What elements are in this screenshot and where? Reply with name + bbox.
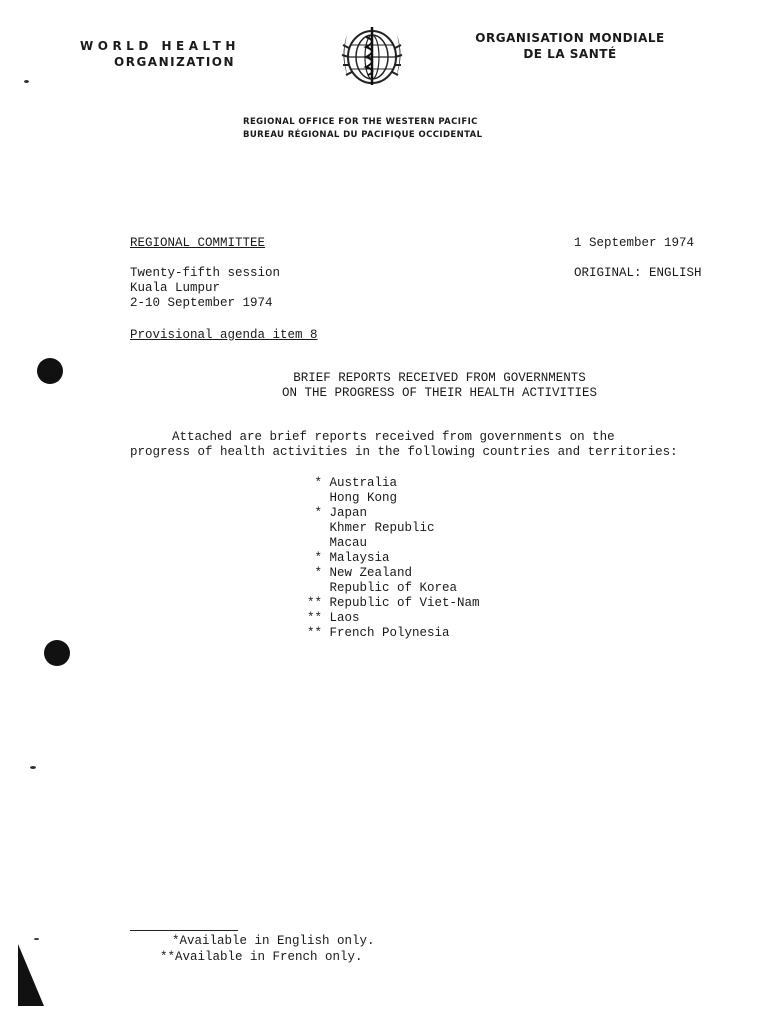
regional-office <box>243 116 482 142</box>
session-info <box>130 266 280 311</box>
country-name: Hong Kong <box>329 491 398 505</box>
list-item <box>298 521 480 536</box>
country-name: Macau <box>329 536 368 550</box>
footnote-marker: * <box>314 551 322 565</box>
footnotes <box>160 933 375 965</box>
org-en-line2: ORGANIZATION <box>114 55 236 69</box>
scan-speck <box>30 766 36 769</box>
list-item <box>298 626 480 641</box>
list-item <box>298 536 480 551</box>
punch-hole <box>37 358 63 384</box>
footnote-marker: ** <box>306 596 322 610</box>
footnote-french-only: **Available in French only. <box>160 950 363 964</box>
list-item <box>298 581 480 596</box>
original-language: ORIGINAL: ENGLISH <box>574 266 702 280</box>
corner-mark <box>18 944 44 1006</box>
org-fr-line1: ORGANISATION MONDIALE <box>475 31 665 45</box>
org-fr-line2: DE LA SANTÉ <box>523 47 617 61</box>
footnote-english-only: *Available in English only. <box>172 934 375 948</box>
country-name: Malaysia <box>329 551 390 565</box>
footnote-marker: ** <box>306 611 322 625</box>
footnote-rule <box>130 930 238 931</box>
scan-speck <box>34 938 39 940</box>
agenda-item: Provisional agenda item 8 <box>130 328 318 342</box>
list-item <box>298 506 480 521</box>
regional-office-english: REGIONAL OFFICE FOR THE WESTERN PACIFIC <box>243 117 478 127</box>
intro-paragraph <box>130 430 678 460</box>
session-location: Kuala Lumpur <box>130 281 221 295</box>
org-en-line1: WORLD HEALTH <box>80 39 240 53</box>
footnote-marker: ** <box>306 626 322 640</box>
regional-office-french: BUREAU RÉGIONAL DU PACIFIQUE OCCIDENTAL <box>243 130 483 140</box>
footnote-marker: * <box>314 566 322 580</box>
country-name: Australia <box>329 476 398 490</box>
country-name: Republic of Viet-Nam <box>329 596 480 610</box>
committee-heading: REGIONAL COMMITTEE <box>130 236 266 250</box>
title-line2: ON THE PROGRESS OF THEIR HEALTH ACTIVITIES <box>282 386 598 400</box>
footnote-marker: * <box>314 476 322 490</box>
country-name: Japan <box>329 506 368 520</box>
list-item <box>298 476 480 491</box>
country-name: Republic of Korea <box>329 581 458 595</box>
list-item <box>298 491 480 506</box>
country-name: Khmer Republic <box>329 521 435 535</box>
punch-hole <box>44 640 70 666</box>
organization-name-english <box>80 38 240 70</box>
title-line1: BRIEF REPORTS RECEIVED FROM GOVERNMENTS <box>293 371 586 385</box>
list-item <box>298 566 480 581</box>
list-item <box>298 596 480 611</box>
list-item <box>298 611 480 626</box>
document-date: 1 September 1974 <box>574 236 695 250</box>
country-name: French Polynesia <box>329 626 450 640</box>
intro-line1: Attached are brief reports received from governments on the <box>172 430 615 444</box>
intro-line2: progress of health activities in the following countries and territories: <box>130 445 678 459</box>
session-dates: 2-10 September 1974 <box>130 296 273 310</box>
footnote-marker: * <box>314 506 322 520</box>
scan-speck <box>24 80 29 83</box>
document-title <box>282 371 597 401</box>
country-name: Laos <box>329 611 360 625</box>
list-item <box>298 551 480 566</box>
who-emblem-icon <box>337 25 407 89</box>
session-number: Twenty-fifth session <box>130 266 281 280</box>
country-list <box>298 476 480 641</box>
country-name: New Zealand <box>329 566 413 580</box>
organization-name-french <box>470 30 670 62</box>
